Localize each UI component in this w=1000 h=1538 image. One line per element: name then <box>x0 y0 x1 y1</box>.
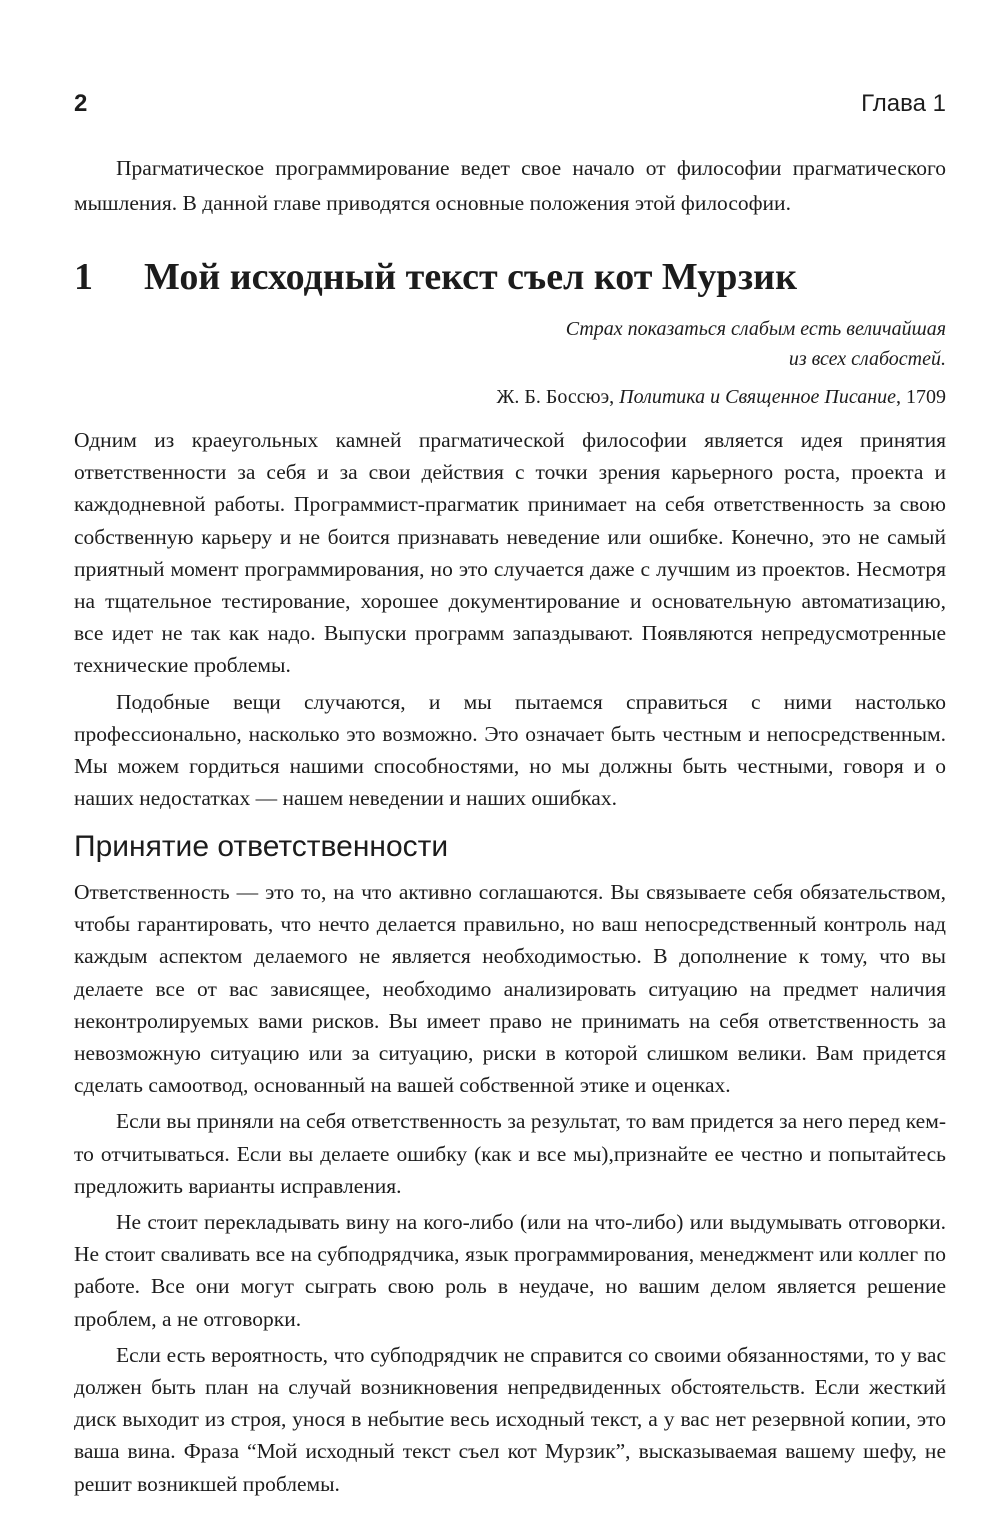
running-head <box>74 86 946 122</box>
section-heading <box>74 247 946 307</box>
epigraph-source <box>386 382 946 412</box>
body-paragraph: Если есть вероятность, что субподрядчик не справится со своими обязанностями, то у вас должен быть план на случай возникновения непредвиденных обстоятельств. Если жесткий диск выходит из строя, унося в небытие весь исходный текст, а у вас нет резервной копии, это ваша вина. Фраза “Мой исходный текст съел кот Мурзик”, высказываемая вашему шефу, не решит возникшей проблемы. <box>74 1342 946 1496</box>
epigraph <box>386 314 946 412</box>
section-number: 1 <box>74 256 93 298</box>
section-title: Мой исходный текст съел кот Мурзик <box>144 256 797 298</box>
epigraph-author: Ж. Б. Боссюэ, <box>496 386 615 408</box>
page-number: 2 <box>74 90 88 117</box>
body-paragraph: Не стоит перекладывать вину на кого-либо (или на что-либо) или выдумывать отговорки. Не стоит сваливать все на субподрядчика, язык программирования, менеджмент или коллег по работе. Все они могут сыграть свою роль в неудаче, но вашим делом является решение проблем, а не отговорки. <box>74 1210 946 1331</box>
body-paragraph: Ответственность — это то, на что активно соглашаются. Вы связываете себя обязательством, чтобы гарантировать, что нечто делается правильно, но ваш непосредственный контроль над каждым аспектом делаемого не является необходимостью. В дополнение к тому, что вы делаете все от вас зависящее, необходимо анализировать ситуацию на предмет наличия неконтролируемых вами рисков. Вы имеет право не принимать на себя ответственность за невозможную ситуацию или за ситуацию, риски в которой слишком велики. Вам придется сделать самоотвод, основанный на вашей собственной этике и оценках. <box>74 880 946 1098</box>
epigraph-work: Политика и Священное Писание <box>619 386 896 408</box>
chapter-intro: Прагматическое программирование ведет свое начало от философии прагматического мышления. В данной главе приводятся основные положения этой философии. <box>74 156 946 215</box>
epigraph-quote-line-1: Страх показаться слабым есть величайшая <box>565 318 946 340</box>
subsection-heading: Принятие ответственности <box>74 830 449 863</box>
section-body <box>74 424 946 818</box>
epigraph-quote <box>386 314 946 374</box>
body-paragraph: Если вы приняли на себя ответственность за результат, то вам придется за него перед кем-то отчитываться. Если вы делаете ошибку (как и все мы),признайте ее честно и попытайтесь предложить варианты исправления. <box>74 1109 946 1198</box>
epigraph-quote-line-2: из всех слабостей. <box>788 348 946 370</box>
body-paragraph: Одним из краеугольных камней прагматической философии является идея принятия ответственности за себя и за свои действия с точки зрения карьерного роста, проекта и каждодневной работы. Программист-прагматик принимает на себя ответственность за свою собственную карьеру и не боится признавать неведение или ошибке. Конечно, это не самый приятный момент программирования, но это случается даже с лучшим из проектов. Несмотря на тщательное тестирование, хорошее документирование и основательную автоматизацию, все идет не так как надо. Выпуски программ запаздывают. Появляются непредусмотренные технические проблемы. <box>74 428 946 678</box>
body-paragraph: Подобные вещи случаются, и мы пытаемся справиться с ними настолько профессионально, насколько это возможно. Это означает быть честным и непосредственным. Мы можем гордиться нашими способностями, но мы должны быть честными, говоря и о наших недостатках — нашем неведении и наших ошибках. <box>74 689 946 811</box>
chapter-label: Глава 1 <box>861 90 946 117</box>
subsection-body <box>74 876 946 1504</box>
epigraph-year: , 1709 <box>896 386 946 408</box>
